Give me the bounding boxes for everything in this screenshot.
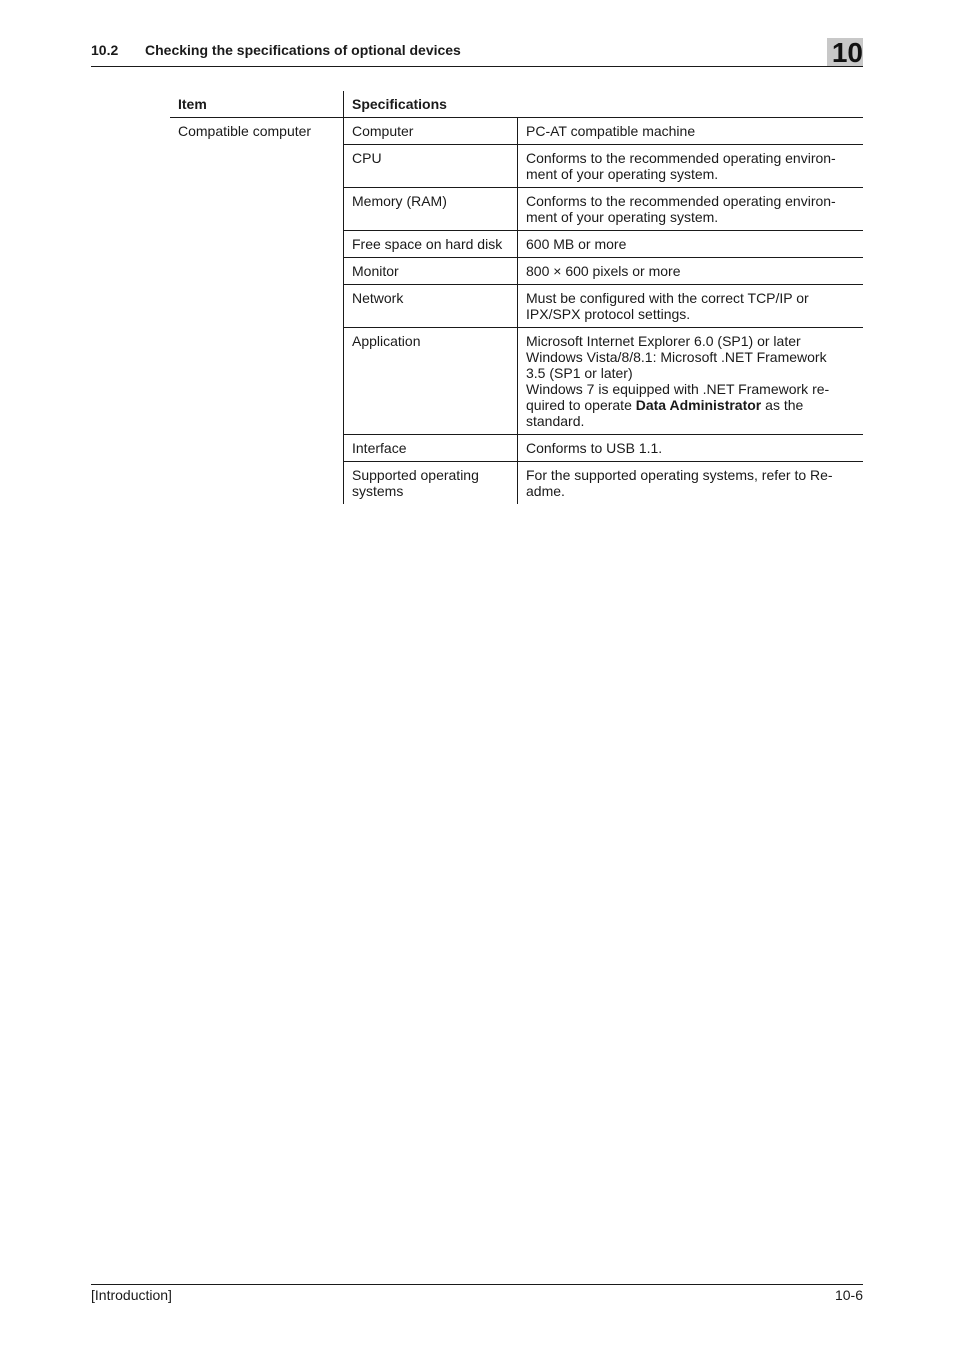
spec-value-line: ment of your operating system. [526, 166, 719, 182]
page-header [91, 38, 863, 67]
spec-value [518, 188, 864, 231]
spec-value-text: as the [761, 397, 804, 413]
spec-label-line: systems [352, 483, 404, 499]
spec-value-line: Conforms to the recommended operating environ- [526, 150, 836, 166]
table-header-row [170, 91, 863, 118]
item-name: Compatible computer [178, 123, 312, 139]
spec-value-line: 3.5 (SP1 or later) [526, 365, 633, 381]
table-row [170, 118, 863, 145]
spec-value-line: For the supported operating systems, refer to Re- [526, 467, 833, 483]
section-title: Checking the specifications of optional devices [145, 42, 461, 58]
spec-value-line: ment of your operating system. [526, 209, 719, 225]
spec-value-line: adme. [526, 483, 565, 499]
column-header-item: Item [170, 91, 344, 118]
spec-value [518, 328, 864, 435]
spec-value-line: Conforms to the recommended operating environ- [526, 193, 836, 209]
spec-label: Free space on hard disk [344, 231, 518, 258]
specifications-table [170, 91, 863, 504]
spec-value: 800 × 600 pixels or more [518, 258, 864, 285]
spec-value-text: quired to operate [526, 397, 636, 413]
spec-value: 600 MB or more [518, 231, 864, 258]
spec-value-line: Must be configured with the correct TCP/IP or [526, 290, 809, 306]
spec-label-line: Supported operating [352, 467, 479, 483]
spec-value-line: IPX/SPX protocol settings. [526, 306, 691, 322]
spec-value-line: Windows Vista/8/8.1: Microsoft .NET Framework [526, 349, 827, 365]
chapter-badge: 10 [827, 38, 863, 66]
product-name: Data Administrator [635, 397, 762, 413]
spec-label: Network [344, 285, 518, 328]
spec-value-line: Windows 7 is equipped with .NET Framework re- [526, 381, 830, 397]
page-footer [91, 1284, 863, 1303]
spec-value: PC-AT compatible machine [518, 118, 864, 145]
section-number: 10.2 [91, 42, 119, 58]
spec-label: CPU [344, 145, 518, 188]
spec-label: Monitor [344, 258, 518, 285]
spec-label: Application [344, 328, 518, 435]
spec-label [344, 462, 518, 505]
spec-label: Computer [344, 118, 518, 145]
column-header-specifications: Specifications [344, 91, 864, 118]
footer-manual-name: [Introduction] [91, 1287, 172, 1303]
spec-label: Memory (RAM) [344, 188, 518, 231]
spec-value-line: Microsoft Internet Explorer 6.0 (SP1) or later [526, 333, 801, 349]
spec-value: Conforms to USB 1.1. [518, 435, 864, 462]
spec-value [518, 285, 864, 328]
spec-value-line: standard. [526, 413, 585, 429]
spec-value [518, 462, 864, 505]
spec-label: Interface [344, 435, 518, 462]
spec-value [518, 145, 864, 188]
page-number: 10-6 [834, 1287, 863, 1303]
